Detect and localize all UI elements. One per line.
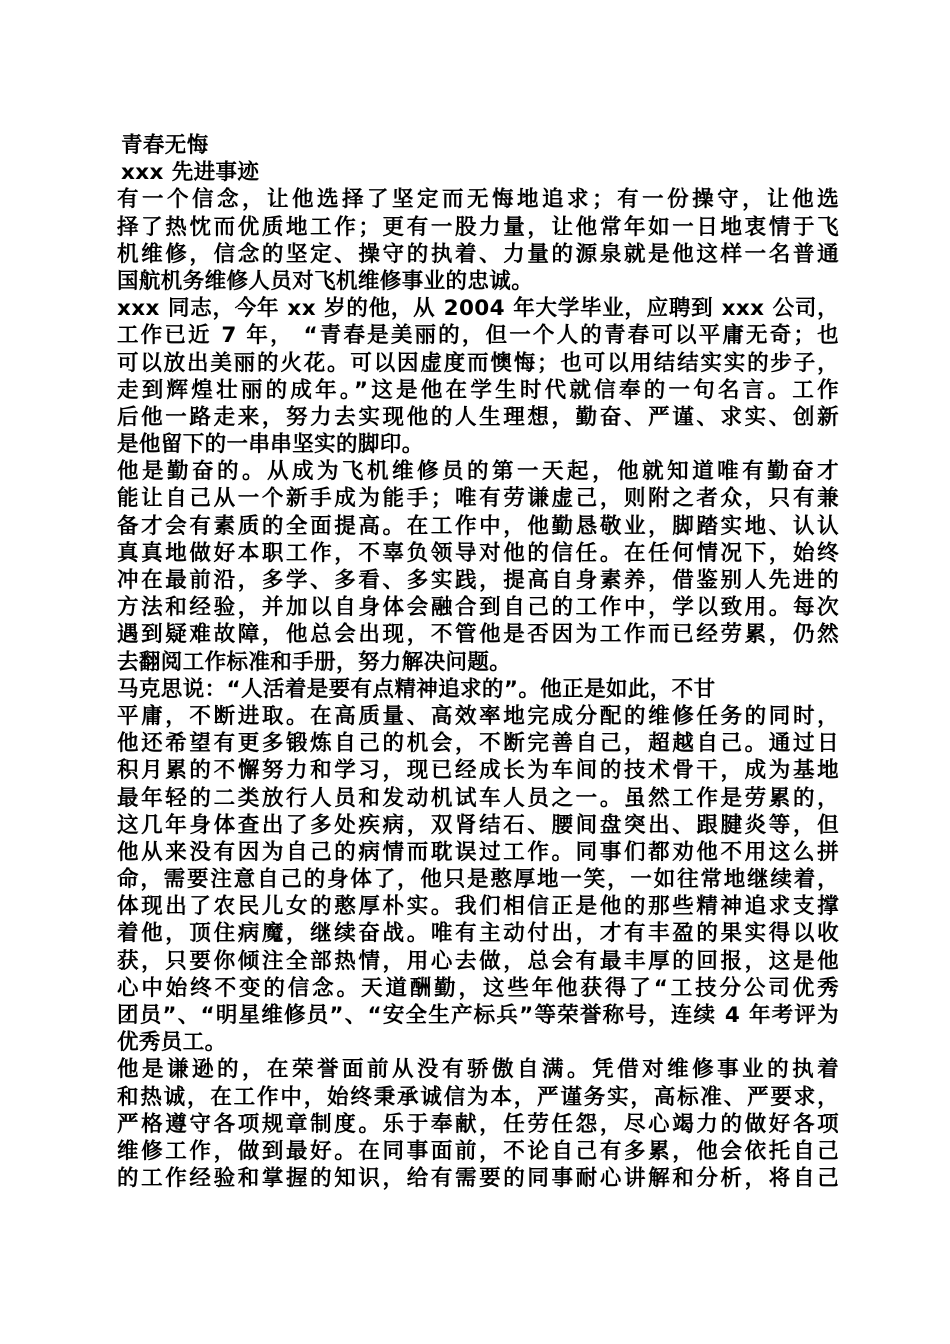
text-line: 积月累的不懈努力和学习，现已经成长为车间的技术骨干，成为基地 bbox=[117, 758, 839, 784]
text-line: 择了热忱而优质地工作；更有一股力量，让他常年如一日地衷情于飞 bbox=[117, 214, 839, 240]
text-line: 去翻阅工作标准和手册，努力解决问题。 bbox=[117, 649, 512, 675]
text-line: 和热诚，在工作中，始终秉承诚信为本，严谨务实，高标准、严要求， bbox=[117, 1084, 839, 1110]
paragraph-lines bbox=[117, 186, 839, 1192]
text-line: 命，需要注意自己的身体了，他只是憨厚地一笑，一如往常地继续着， bbox=[117, 867, 839, 893]
text-line: 着他，顶住病魔，继续奋战。唯有主动付出，才有丰盈的果实得以收 bbox=[117, 921, 839, 947]
text-line: 冲在最前沿，多学、多看、多实践，提高自身素养，借鉴别人先进的 bbox=[117, 568, 839, 593]
text-line: 心中始终不变的信念。天道酬勤，这些年他获得了“工技分公司优秀 bbox=[117, 975, 839, 1001]
text-line: 马克思说：“人活着是要有点精神追求的”。他正是如此，不甘 bbox=[117, 676, 716, 702]
document-subtitle: xxx 先进事迹 bbox=[121, 160, 260, 186]
text-line: 方法和经验，并加以自身体会融合到自己的工作中，学以致用。每次 bbox=[117, 595, 839, 621]
text-line: xxx 同志，今年 xx 岁的他，从 2004 年大学毕业，应聘到 xxx 公司， bbox=[117, 296, 839, 322]
text-line: 有一个信念，让他选择了坚定而无悔地追求；有一份操守，让他选 bbox=[117, 187, 839, 213]
text-line: 维修工作，做到最好。在同事面前，不论自己有多累，他会依托自己 bbox=[117, 1138, 839, 1164]
text-line: 可以放出美丽的火花。可以因虚度而懊悔；也可以用结结实实的步子， bbox=[117, 350, 839, 376]
text-line: 他还希望有更多锻炼自己的机会，不断完善自己，超越自己。通过日 bbox=[117, 731, 839, 757]
text-line: 机维修，信念的坚定、操守的执着、力量的源泉就是他这样一名普通 bbox=[117, 241, 839, 267]
text-line: 他从来没有因为自己的病情而耽误过工作。同事们都劝他不用这么拼 bbox=[117, 839, 839, 865]
text-line: 这几年身体查出了多处疾病，双肾结石、腰间盘突出、跟腱炎等，但 bbox=[117, 812, 839, 838]
text-line: 能让自己从一个新手成为能手；唯有劳谦虚己，则附之者众，只有兼 bbox=[117, 486, 839, 512]
text-line: 工作已近 7 年， “青春是美丽的，但一个人的青春可以平庸无奇；也 bbox=[117, 323, 839, 349]
text-line: 走到辉煌壮丽的成年。”这是他在学生时代就信奉的一句名言。工作 bbox=[117, 377, 839, 403]
text-line: 获，只要你倾注全部热情，用心去做，总会有最丰厚的回报，这是他 bbox=[117, 948, 839, 974]
text-line: 遇到疑难故障，他总会出现，不管他是否因为工作而已经劳累，仍然 bbox=[117, 622, 839, 648]
text-line: 严格遵守各项规章制度。乐于奉献，任劳任怨，尽心竭力的做好各项 bbox=[117, 1111, 839, 1137]
document-title: 青春无悔 bbox=[121, 133, 209, 158]
text-line: 体现出了农民儿女的憨厚朴实。我们相信正是他的那些精神追求支撑 bbox=[117, 894, 839, 920]
document-body bbox=[117, 132, 839, 1192]
text-line: 平庸，不断进取。在高质量、高效率地完成分配的维修任务的同时， bbox=[117, 703, 839, 729]
text-line: 他是谦逊的，在荣誉面前从没有骄傲自满。凭借对维修事业的执着 bbox=[117, 1057, 839, 1083]
text-line: 的工作经验和掌握的知识，给有需要的同事耐心讲解和分析，将自己 bbox=[117, 1166, 839, 1192]
text-line: 国航机务维修人员对飞机维修事业的忠诚。 bbox=[117, 268, 534, 294]
text-line: 优秀员工。 bbox=[117, 1030, 227, 1056]
text-line: 备才会有素质的全面提高。在工作中，他勤恳敬业，脚踏实地、认认 bbox=[117, 513, 839, 539]
text-line: 最年轻的二类放行人员和发动机试车人员之一。虽然工作是劳累的， bbox=[117, 785, 839, 811]
text-line: 真真地做好本职工作，不辜负领导对他的信任。在任何情况下，始终 bbox=[117, 540, 839, 566]
text-line: 是他留下的一串串坚实的脚印。 bbox=[117, 432, 424, 458]
text-line: 后他一路走来，努力去实现他的人生理想，勤奋、严谨、求实、创新 bbox=[117, 404, 839, 430]
text-line: 团员”、“明星维修员”、“安全生产标兵”等荣誉称号，连续 4 年考评为 bbox=[117, 1003, 839, 1028]
text-line: 他是勤奋的。从成为飞机维修员的第一天起，他就知道唯有勤奋才 bbox=[117, 459, 839, 485]
